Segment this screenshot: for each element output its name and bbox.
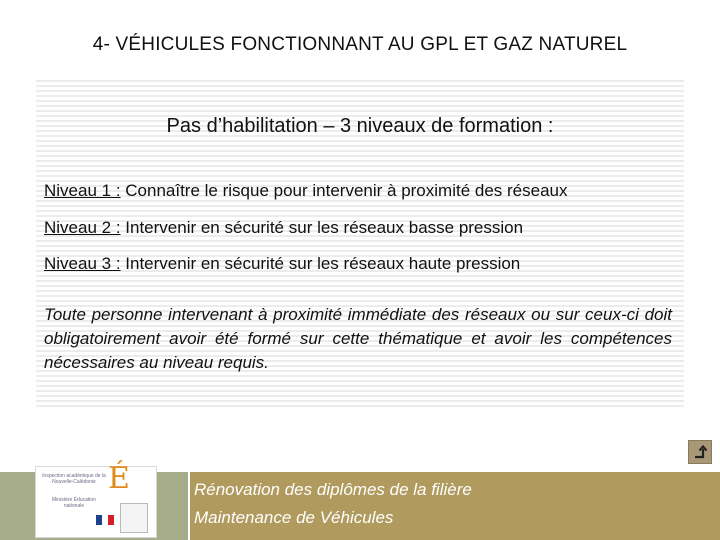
level-1-line	[44, 181, 568, 201]
return-arrow-icon	[691, 443, 709, 461]
level-3-label: Niveau 3 :	[44, 254, 121, 273]
footer-line-2: Maintenance de Véhicules	[194, 508, 394, 527]
logo-letter: É	[108, 461, 130, 496]
level-2-line	[44, 218, 523, 238]
academy-logo	[35, 461, 157, 538]
level-1-text: Connaître le risque pour intervenir à proximité des réseaux	[120, 181, 568, 200]
level-1-label: Niveau 1 :	[44, 181, 121, 200]
flag-icon	[96, 515, 114, 525]
level-3-text: Intervenir en sécurité sur les réseaux haute pression	[120, 254, 521, 273]
requirement-paragraph: Toute personne intervenant à proximité immédiate des réseaux ou sur ceux-ci doit obligatoirement avoir été formé sur cette thématique et avoir les compétences nécessaires au niveau requis.	[44, 305, 672, 372]
return-button[interactable]	[688, 440, 712, 464]
level-2-text: Intervenir en sécurité sur les réseaux basse pression	[120, 218, 524, 237]
logo-text-2: Ministère Éducation nationale	[52, 497, 96, 509]
slide-title: 4- VÉHICULES FONCTIONNANT AU GPL ET GAZ NATUREL	[92, 34, 628, 55]
logo-text-1: Inspection académique de la Nouvelle-Calédonie	[42, 473, 106, 485]
certification-badge	[120, 503, 148, 533]
level-3-line	[44, 254, 520, 274]
slide-subtitle: Pas d’habilitation – 3 niveaux de formation :	[166, 115, 554, 137]
footer-line-1: Rénovation des diplômes de la filière	[194, 480, 472, 499]
level-2-label: Niveau 2 :	[44, 218, 121, 237]
